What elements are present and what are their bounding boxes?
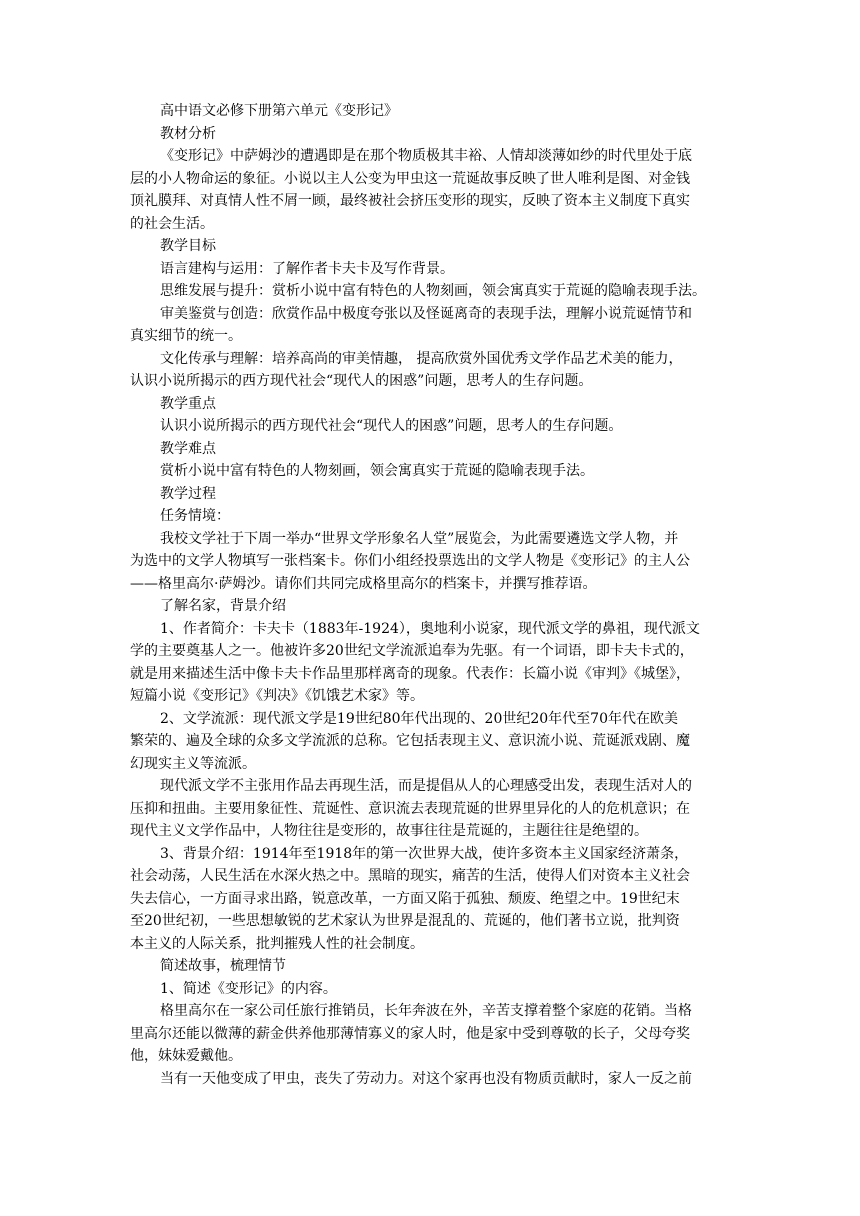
text-line: 教学重点 xyxy=(160,395,216,412)
text-line: 他，妹妹爱戴他。 xyxy=(130,1048,242,1064)
text-line: 简述故事，梳理情节 xyxy=(160,958,286,974)
text-line: 认识小说所揭示的西方现代社会“现代人的困惑”问题，思考人的生存问题。 xyxy=(130,373,593,389)
text-line: 教学难点 xyxy=(160,440,216,457)
text-line: 1、作者简介：卡夫卡（1883年-1924），奥地利小说家，现代派文学的鼻祖，现代派文 xyxy=(160,620,700,637)
text-line: 里高尔还能以微薄的薪金供养他那薄情寡义的家人时，他是家中受到尊敬的长子，父母夸奖 xyxy=(130,1025,690,1042)
text-line: 认识小说所揭示的西方现代社会“现代人的困惑”问题，思考人的生存问题。 xyxy=(160,418,623,434)
text-line: 真实细节的统一。 xyxy=(130,328,242,344)
text-line: 本主义的人际关系，批判摧残人性的社会制度。 xyxy=(130,935,424,952)
text-line: 就是用来描述生活中像卡夫卡作品里那样离奇的现象。代表作：长篇小说《审判》《城堡》， xyxy=(130,665,690,682)
text-line: 2、文学流派：现代派文学是19世纪80年代出现的、20世纪20年代至70年代在欧美 xyxy=(160,710,678,727)
text-line: 幻现实主义等流派。 xyxy=(130,755,256,772)
text-line: 繁荣的、遍及全球的众多文学流派的总称。它包括表现主义、意识流小说、荒诞派戏剧、魔 xyxy=(130,733,690,749)
text-line: 现代主义文学作品中，人物往往是变形的，故事往往是荒诞的，主题往往是绝望的。 xyxy=(130,823,648,839)
text-line: 教学目标 xyxy=(160,238,216,254)
text-line: 现代派文学不主张用作品去再现生活，而是提倡从人的心理感受出发，表现生活对人的 xyxy=(160,778,692,794)
text-line: 《变形记》中萨姆沙的遭遇即是在那个物质极其丰裕、人情却淡薄如纱的时代里处于底 xyxy=(160,148,692,164)
document-body xyxy=(130,100,730,1090)
text-line: 的社会生活。 xyxy=(130,215,214,232)
text-line: 任务情境： xyxy=(160,508,230,524)
text-line: 了解名家，背景介绍 xyxy=(160,598,286,614)
text-line: 语言建构与运用：了解作者卡夫卡及写作背景。 xyxy=(160,260,454,277)
text-line: 格里高尔在一家公司任旅行推销员，长年奔波在外，辛苦支撑着整个家庭的花销。当格 xyxy=(160,1003,692,1019)
document-title: 高中语文必修下册第六单元《变形记》 xyxy=(160,103,398,119)
text-line: 教学过程 xyxy=(160,485,216,502)
text-line: 教材分析 xyxy=(160,125,216,142)
text-line: 1、简述《变形记》的内容。 xyxy=(160,980,337,997)
text-line: 审美鉴赏与创造：欣赏作品中极度夸张以及怪诞离奇的表现手法，理解小说荒诞情节和 xyxy=(160,305,692,322)
text-line: 文化传承与理解：培养高尚的审美情趣， 提高欣赏外国优秀文学作品艺术美的能力， xyxy=(160,350,683,367)
text-line: 思维发展与提升：赏析小说中富有特色的人物刻画，领会寓真实于荒诞的隐喻表现手法。 xyxy=(160,283,706,299)
text-line: 失去信心，一方面寻求出路，锐意改革，一方面又陷于孤独、颓废、绝望之中。19世纪末 xyxy=(130,890,680,907)
text-line: 社会动荡，人民生活在水深火热之中。黑暗的现实，痛苦的生活，使得人们对资本主义社会 xyxy=(130,868,690,884)
text-line: 3、背景介绍：1914年至1918年的第一次世界大战，使许多资本主义国家经济萧条， xyxy=(160,845,689,862)
text-line: 顶礼膜拜、对真情人性不屑一顾，最终被社会挤压变形的现实，反映了资本主义制度下真实 xyxy=(130,193,690,209)
text-line: 层的小人物命运的象征。小说以主人公变为甲虫这一荒诞故事反映了世人唯利是图、对金钱 xyxy=(130,170,690,187)
text-line: 当有一天他变成了甲虫，丧失了劳动力。对这个家再也没有物质贡献时，家人一反之前 xyxy=(160,1070,692,1087)
text-line: 赏析小说中富有特色的人物刻画，领会寓真实于荒诞的隐喻表现手法。 xyxy=(160,463,594,479)
document-page xyxy=(130,100,730,1090)
text-line: 我校文学社于下周一举办“世界文学形象名人堂”展览会，为此需要遴选文学人物，并 xyxy=(160,530,679,547)
text-line: ——格里高尔·萨姆沙。请你们共同完成格里高尔的档案卡，并撰写推荐语。 xyxy=(130,575,597,592)
text-line: 至20世纪初，一些思想敏锐的艺术家认为世界是混乱的、荒诞的，他们著书立说，批判资 xyxy=(130,913,680,929)
text-line: 为选中的文学人物填写一张档案卡。你们小组经投票选出的文学人物是《变形记》的主人公 xyxy=(130,553,690,569)
text-line: 短篇小说《变形记》《判决》《饥饿艺术家》等。 xyxy=(130,688,424,704)
text-line: 学的主要奠基人之一。他被许多20世纪文学流派追奉为先驱。有一个词语，即卡夫卡式的， xyxy=(130,643,694,659)
text-line: 压抑和扭曲。主要用象征性、荒诞性、意识流去表现荒诞的世界里异化的人的危机意识；在 xyxy=(130,800,690,817)
